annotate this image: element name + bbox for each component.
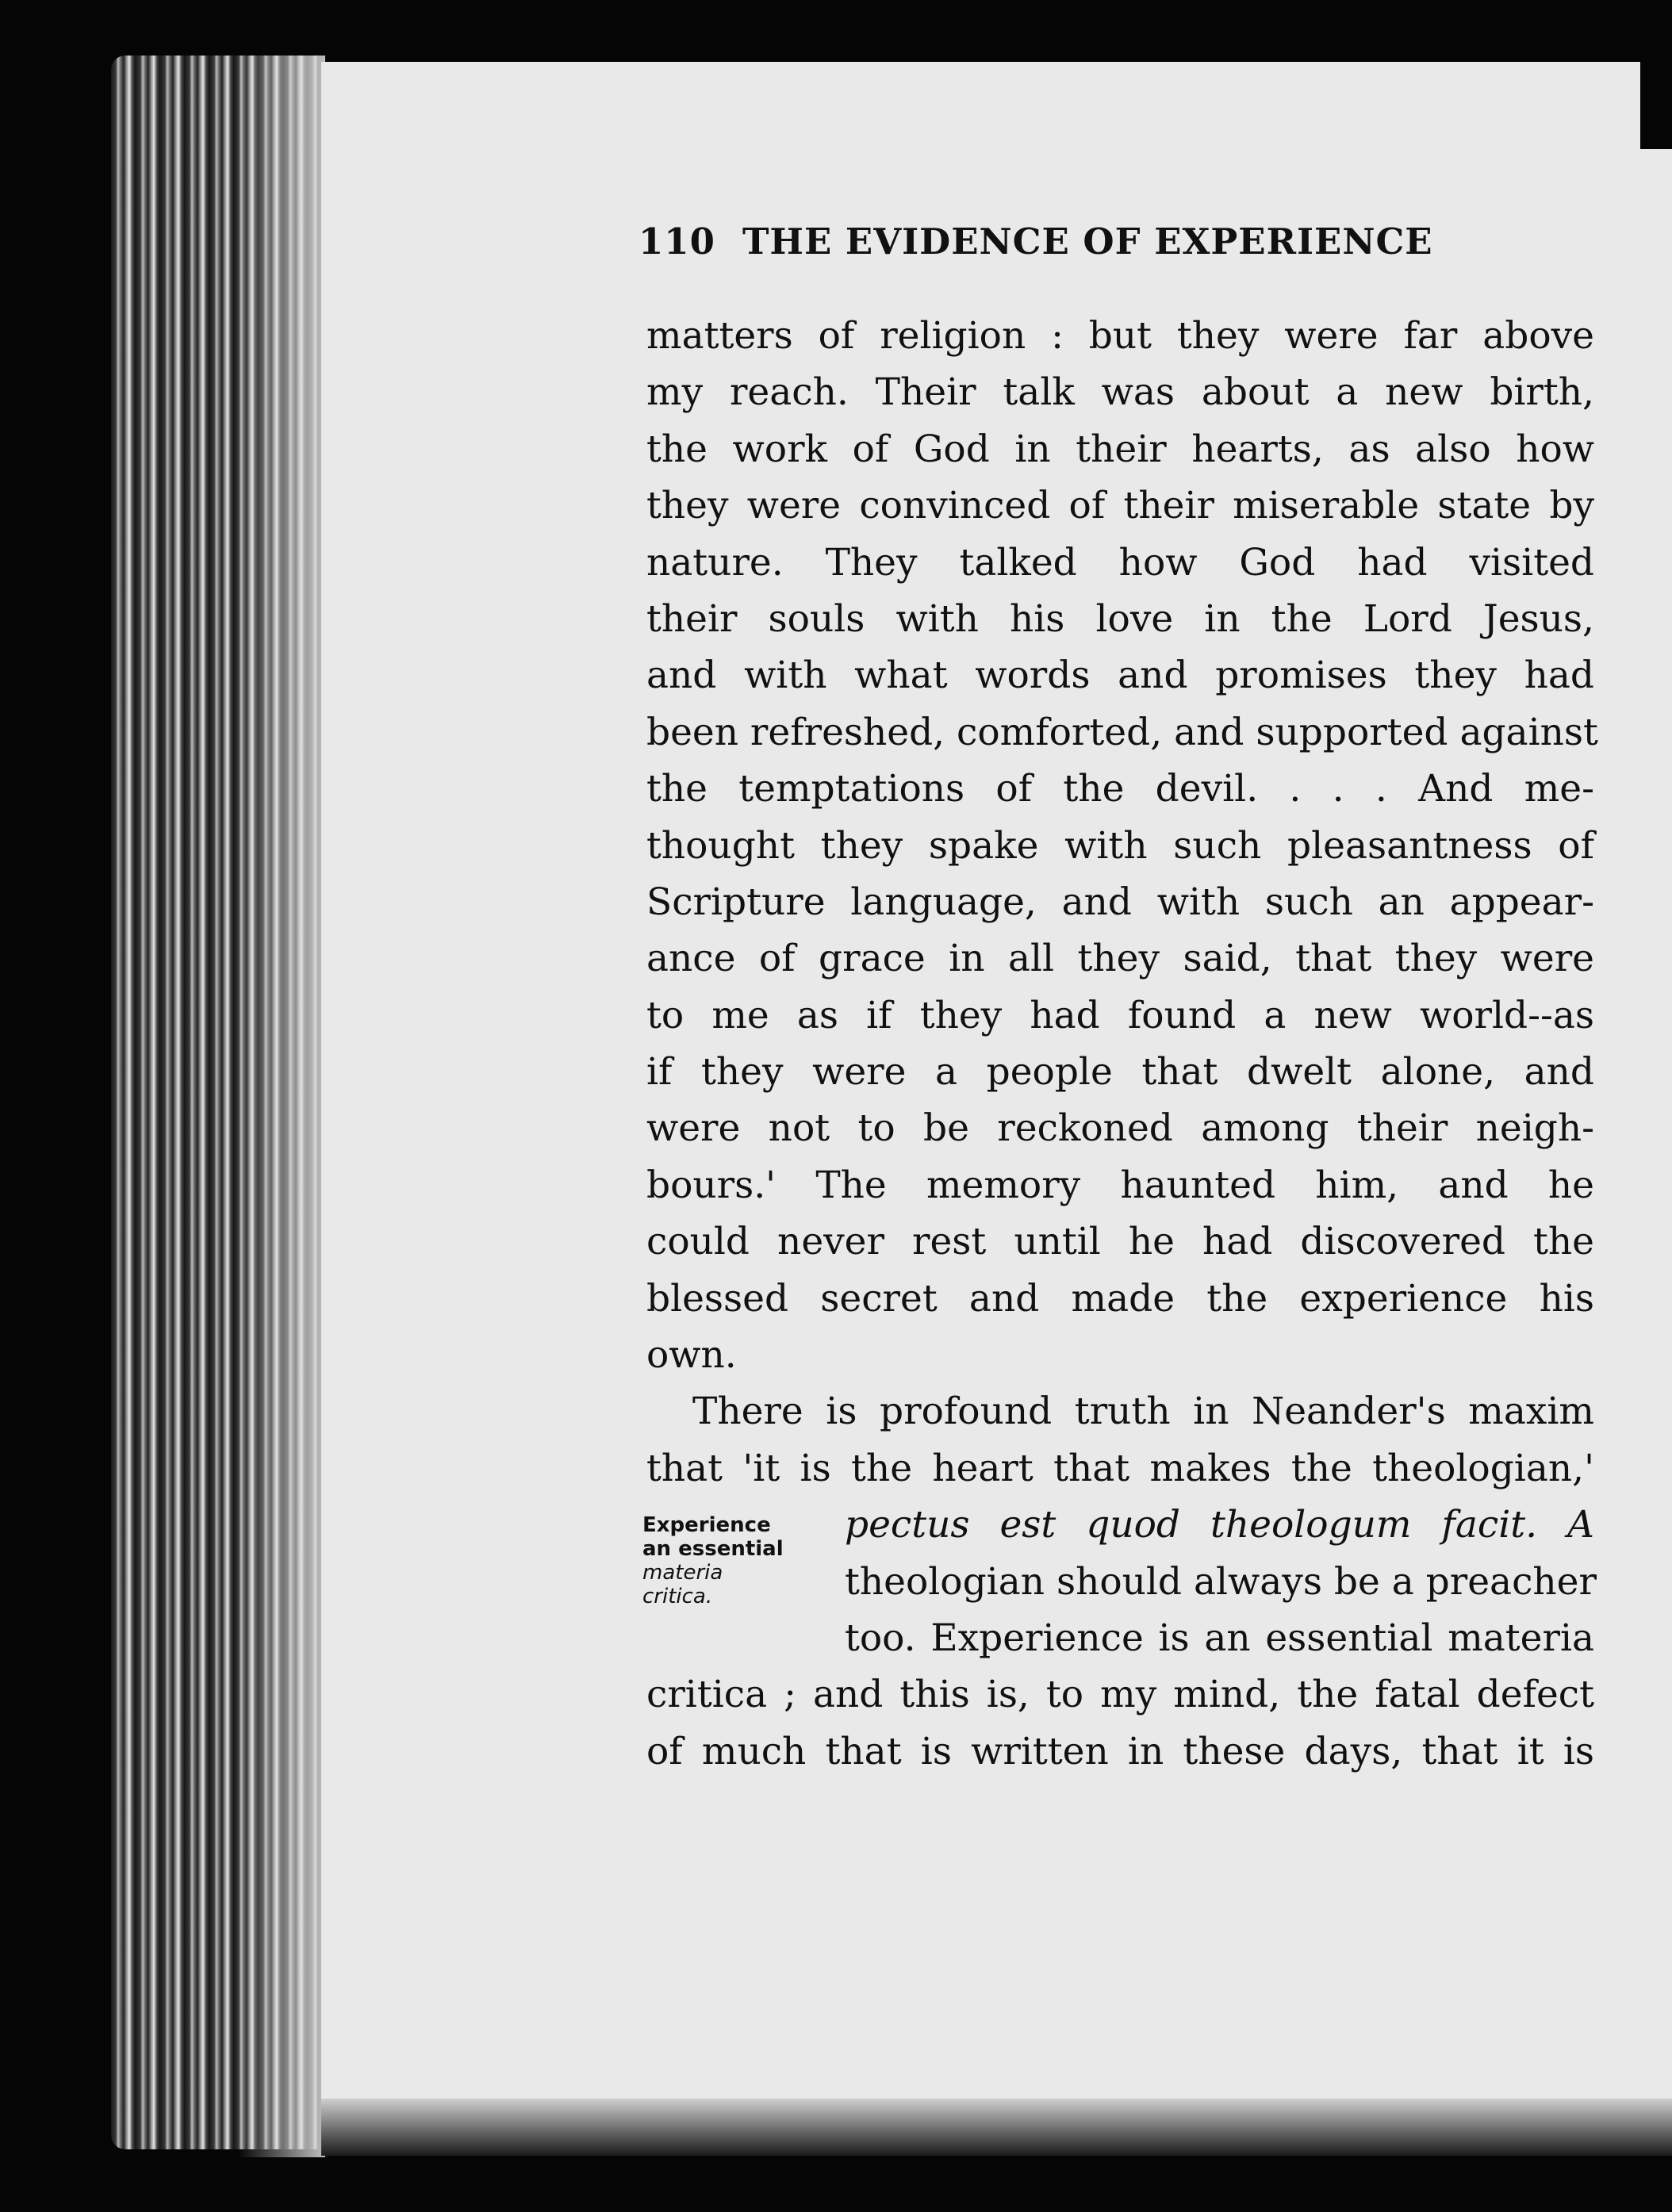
text-line: their souls with his love in the Lord Jesus,: [646, 596, 1594, 641]
margin-note: [642, 1513, 817, 1608]
margin-note-line: materia: [642, 1561, 723, 1585]
text-line: that 'it is the heart that makes the theologian,': [646, 1446, 1594, 1490]
text-line: they were convinced of their miserable state by: [646, 484, 1594, 528]
paragraph-start-line: There is profound truth in Neander's maxim: [692, 1390, 1594, 1434]
text-line: own.: [646, 1333, 737, 1378]
text-line: were not to be reckoned among their neigh-: [646, 1106, 1594, 1151]
text-line: thought they spake with such pleasantness of: [646, 823, 1594, 868]
margin-note-line: Experience: [642, 1513, 771, 1537]
page-number: 110: [639, 220, 715, 263]
text-line: of much that is written in these days, that it is: [646, 1729, 1594, 1773]
running-header: [639, 220, 1511, 263]
text-line: the work of God in their hearts, as also how: [646, 427, 1594, 471]
latin-maxim-line: pectus est quod theologum facit. A: [845, 1503, 1594, 1547]
text-line: too. Experience is an essential materia: [845, 1616, 1594, 1660]
text-line: to me as if they had found a new world--as: [646, 993, 1594, 1037]
text-line: nature. They talked how God had visited: [646, 540, 1594, 585]
text-line: and with what words and promises they had: [646, 654, 1594, 698]
text-line: matters of religion : but they were far above: [646, 314, 1594, 358]
text-line: theologian should always be a preacher: [845, 1559, 1597, 1604]
text-line: bours.' The memory haunted him, and he: [646, 1163, 1594, 1207]
text-line: could never rest until he had discovered the: [646, 1220, 1594, 1264]
running-title: THE EVIDENCE OF EXPERIENCE: [742, 220, 1433, 263]
text-line: critica ; and this is, to my mind, the fatal defect: [646, 1673, 1594, 1717]
page-bottom-shadow: [321, 2099, 1672, 2156]
text-line: been refreshed, comforted, and supported against: [646, 710, 1598, 754]
text-line: blessed secret and made the experience his: [646, 1276, 1594, 1321]
text-line: my reach. Their talk was about a new birth,: [646, 370, 1594, 415]
margin-note-line: critica.: [642, 1585, 713, 1608]
margin-note-line: an essential: [642, 1537, 784, 1561]
text-line: Scripture language, and with such an appear-: [646, 880, 1594, 924]
text-line: the temptations of the devil. . . . And me-: [646, 767, 1594, 811]
text-line: if they were a people that dwelt alone, and: [646, 1050, 1594, 1094]
page-edge-shading: [238, 56, 325, 2157]
text-line: ance of grace in all they said, that they were: [646, 937, 1594, 981]
background-corner: [1640, 62, 1672, 149]
